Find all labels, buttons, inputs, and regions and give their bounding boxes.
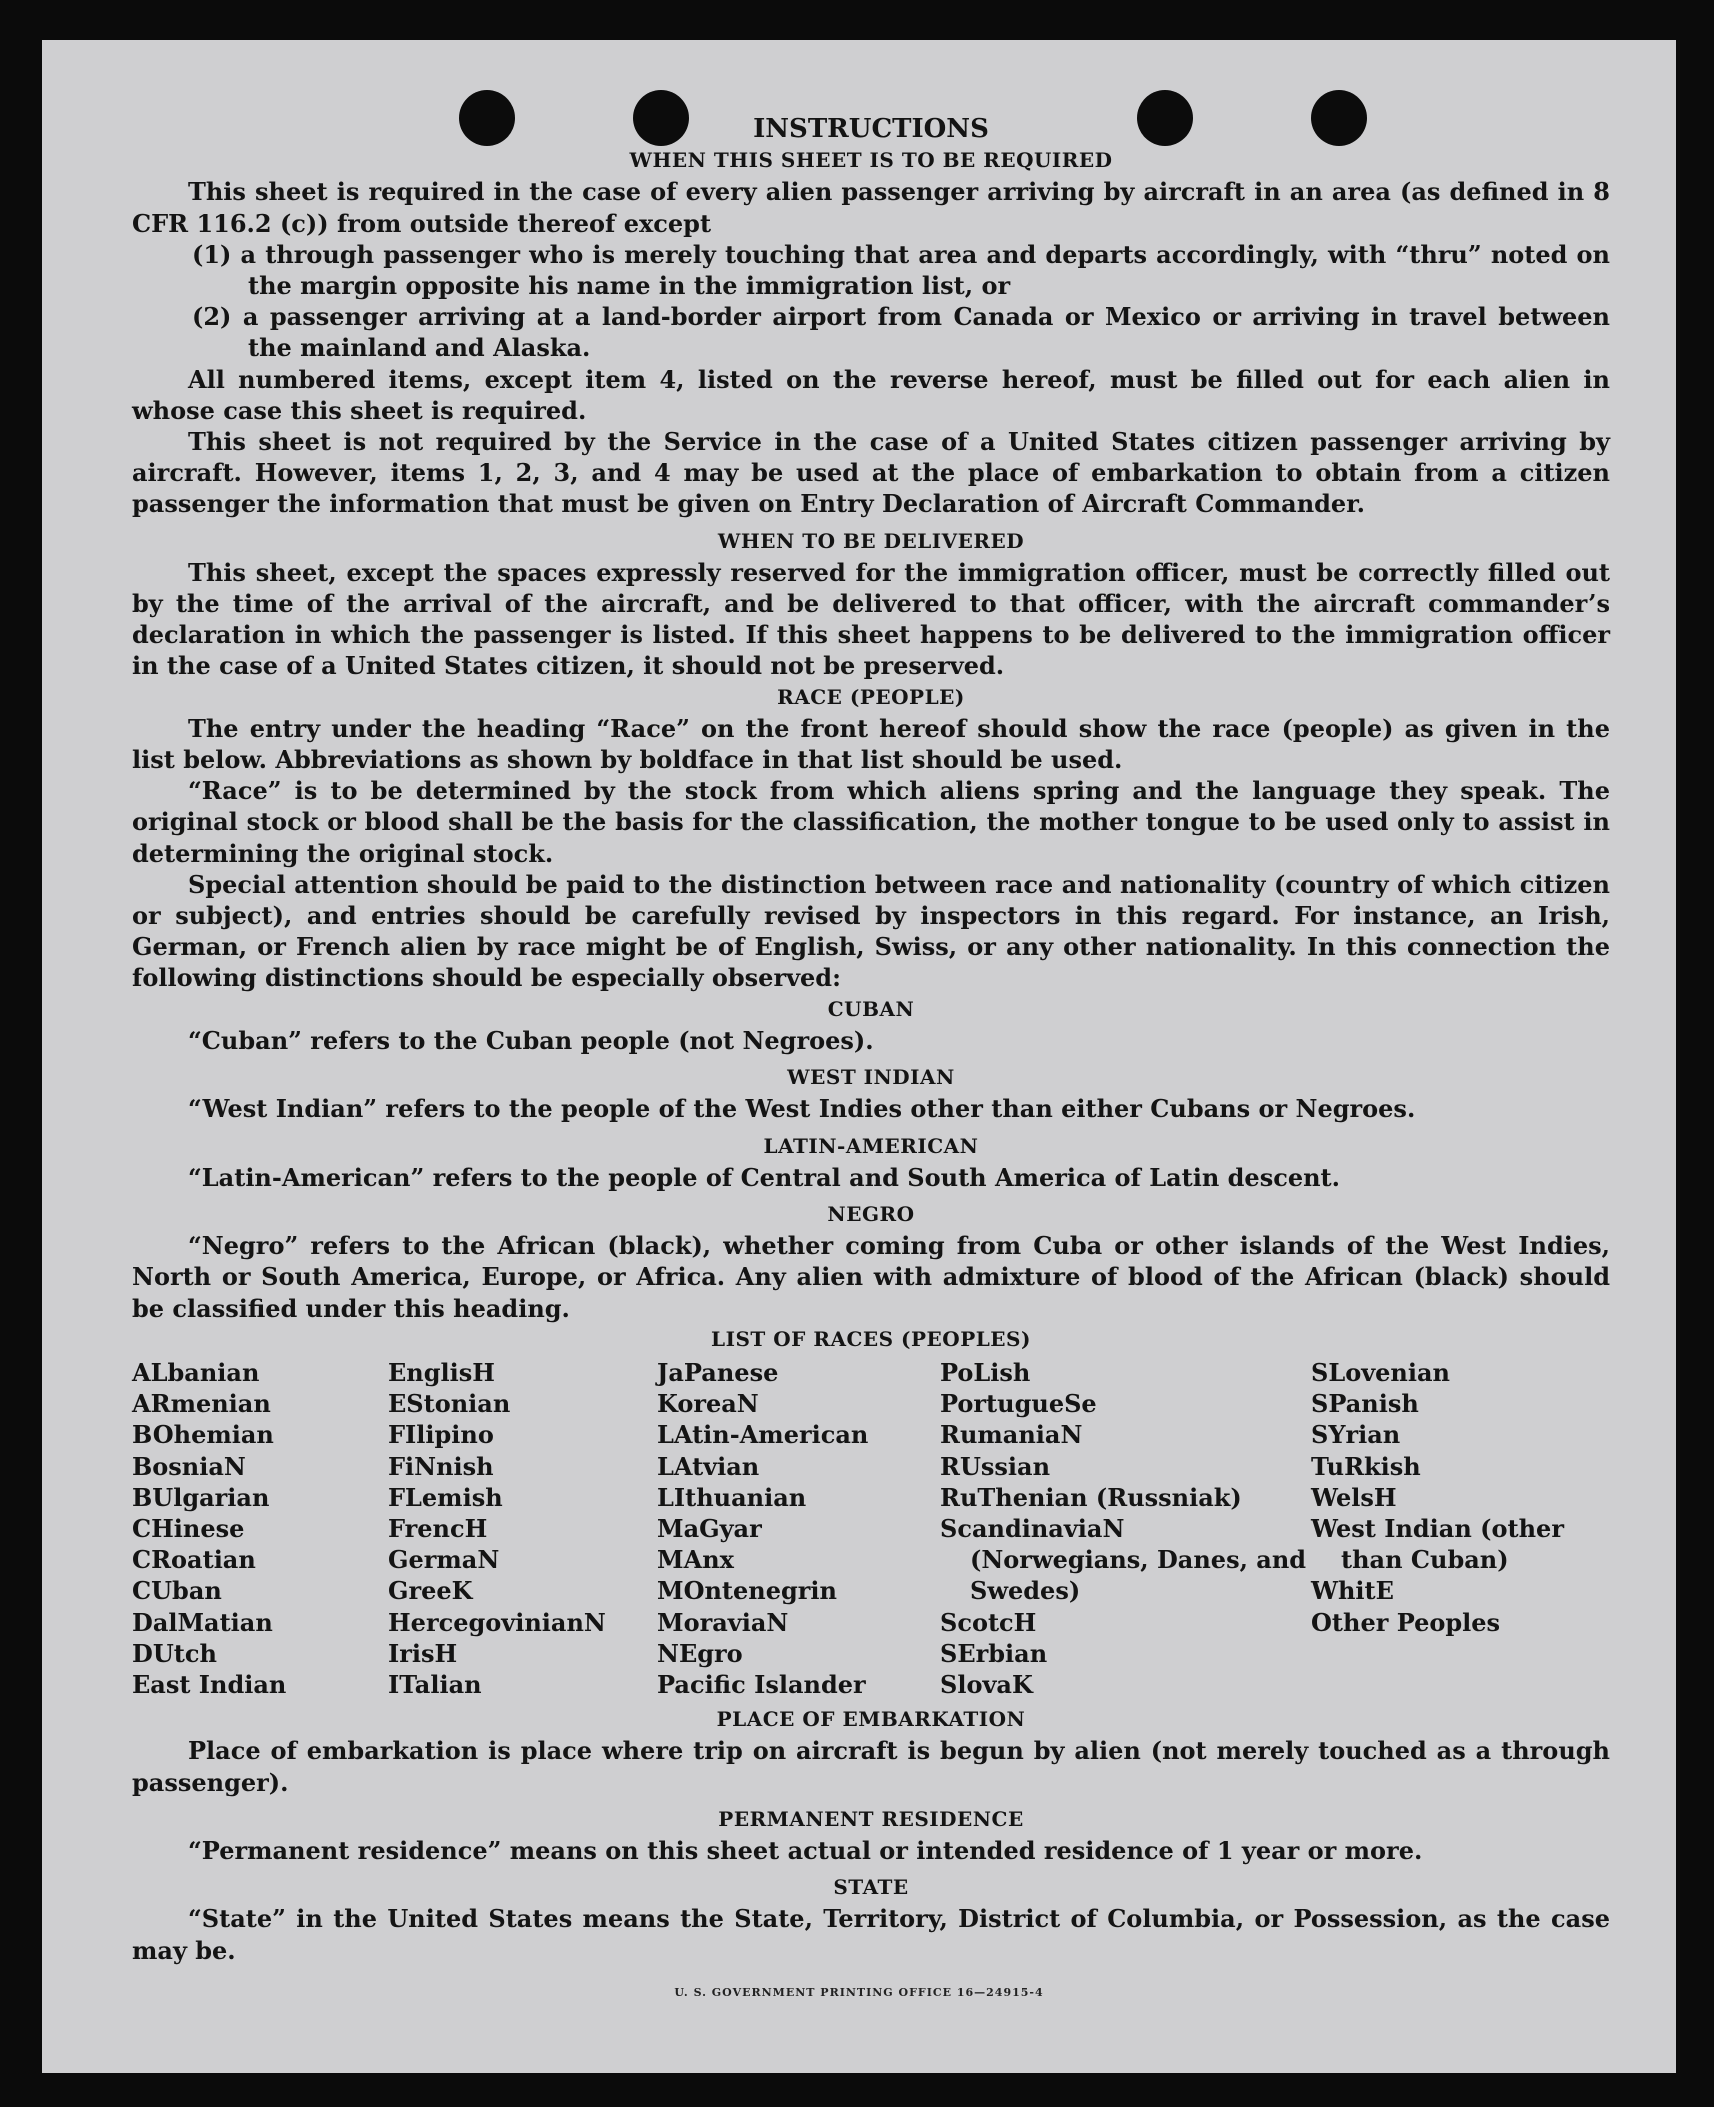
race-column-2: [388, 1357, 657, 1700]
race-item: Pacific Islander: [657, 1669, 866, 1699]
heading-cuban: CUBAN: [827, 996, 915, 1021]
race-item: CUban: [132, 1576, 222, 1606]
race-item: SYrian: [1311, 1420, 1401, 1450]
race-item: SPanish: [1311, 1389, 1419, 1419]
race-item: ScandinaviaN (Norwegians, Danes, and Swedes): [940, 1513, 1307, 1606]
race-item: MoraviaN: [657, 1607, 789, 1637]
race-item: KoreaN: [657, 1389, 759, 1419]
race-item: HercegovinianN: [388, 1607, 606, 1637]
race-column-5: [1311, 1357, 1610, 1700]
heading-race: RACE (PEOPLE): [777, 684, 965, 709]
race-item: FLemish: [388, 1482, 503, 1512]
race-item: RuThenian (Russniak): [940, 1482, 1242, 1512]
race-item: LIthuanian: [657, 1482, 807, 1512]
heading-when-delivered: WHEN TO BE DELIVERED: [717, 528, 1025, 553]
race-item: WhitE: [1311, 1576, 1394, 1606]
race-item: LAtin-American: [657, 1420, 869, 1450]
race-item: Other Peoples: [1311, 1607, 1501, 1637]
race-item: DUtch: [132, 1638, 217, 1668]
race-item: EnglisH: [388, 1357, 495, 1387]
page-title: INSTRUCTIONS: [753, 114, 989, 144]
race-item: RumaniaN: [940, 1420, 1083, 1450]
race-item: PortugueSe: [940, 1389, 1097, 1419]
race-item: SLovenian: [1311, 1357, 1450, 1387]
definition-negro: “Negro” refers to the African (black), whether coming from Cuba or other islands of the West Indies, North or South America, Europe, or Africa. Any alien with admixture of blood of the African (black) should be classified under this heading.: [132, 1231, 1610, 1323]
race-item: NEgro: [657, 1638, 743, 1668]
race-item: MAnx: [657, 1545, 734, 1575]
paragraph-state: “State” in the United States means the State, Territory, District of Columbia, or Possession, as the case may be.: [132, 1904, 1610, 1965]
paragraph-residence: “Permanent residence” means on this sheet actual or intended residence of 1 year or more.: [188, 1835, 1423, 1865]
printer-imprint: U. S. GOVERNMENT PRINTING OFFICE 16—24915-4: [674, 1986, 1044, 1999]
paragraph-items: All numbered items, except item 4, listed on the reverse hereof, must be filled out for each alien in whose case this sheet is required.: [132, 364, 1610, 425]
paragraph-citizen: This sheet is not required by the Service in the case of a United States citizen passenger arriving by aircraft. However, items 1, 2, 3, and 4 may be used at the place of embarkation to obtain from a citizen passenger the information that must be given on Entry Declaration of Aircraft Commander.: [132, 427, 1610, 519]
heading-state: STATE: [833, 1875, 909, 1900]
race-item: EStonian: [388, 1389, 511, 1419]
paragraph-delivered: This sheet, except the spaces expressly reserved for the immigration officer, must be correctly filled out by the time of the arrival of the aircraft, and be delivered to that officer, with the aircraft commander’s declaration in which the passenger is listed. If this sheet happens to be delivered to the immigration officer in the case of a United States citizen, it should not be preserved.: [132, 557, 1610, 681]
exception-2: (2) a passenger arriving at a land-border airport from Canada or Mexico or arriving in travel between the mainland and Alaska.: [192, 302, 1610, 363]
race-column-4: [940, 1357, 1311, 1700]
race-item: SErbian: [940, 1638, 1048, 1668]
heading-when-required: WHEN THIS SHEET IS TO BE REQUIRED: [629, 148, 1113, 173]
race-item: FiNnish: [388, 1451, 494, 1481]
definition-latin-american: “Latin-American” refers to the people of Central and South America of Latin descent.: [188, 1162, 1340, 1192]
heading-negro: NEGRO: [827, 1201, 915, 1226]
race-item: GermaN: [388, 1545, 500, 1575]
race-item: PoLish: [940, 1357, 1031, 1387]
race-item: FIlipino: [388, 1420, 494, 1450]
paragraph-required: This sheet is required in the case of every alien passenger arriving by aircraft in an area (as defined in 8 CFR 116.2 (c)) from outside thereof except: [132, 177, 1610, 238]
race-item: MOntenegrin: [657, 1576, 837, 1606]
race-item: TuRkish: [1311, 1451, 1421, 1481]
race-item: DalMatian: [132, 1607, 273, 1637]
race-item: BOhemian: [132, 1420, 274, 1450]
race-column-3: [657, 1357, 940, 1700]
race-item: ALbanian: [132, 1357, 260, 1387]
race-item: BosniaN: [132, 1451, 246, 1481]
paragraph-race-3: Special attention should be paid to the distinction between race and nationality (country of which citizen or subject), and entries should be carefully revised by inspectors in this regard. For instance, an Irish, German, or French alien by race might be of English, Swiss, or any other nationality. In this connection the following distinctions should be especially observed:: [132, 869, 1610, 993]
race-item: WelsH: [1311, 1482, 1397, 1512]
race-item: East Indian: [132, 1669, 287, 1699]
exception-1: (1) a through passenger who is merely touching that area and departs accordingly, with “thru” noted on the margin opposite his name in the immigration list, or: [192, 239, 1610, 301]
race-item: LAtvian: [657, 1451, 760, 1481]
heading-west-indian: WEST INDIAN: [787, 1065, 955, 1090]
race-item: JaPanese: [657, 1357, 779, 1387]
document-page: [42, 40, 1676, 2073]
heading-permanent-residence: PERMANENT RESIDENCE: [718, 1806, 1024, 1831]
race-item: CHinese: [132, 1513, 245, 1543]
paragraph-embarkation: Place of embarkation is place where trip on aircraft is begun by alien (not merely touched as a through passenger).: [132, 1736, 1610, 1797]
race-item: GreeK: [388, 1576, 473, 1606]
heading-latin-american: LATIN-AMERICAN: [763, 1133, 979, 1158]
race-item: IrisH: [388, 1638, 458, 1668]
heading-list-of-races: LIST OF RACES (PEOPLES): [711, 1326, 1031, 1351]
definition-cuban: “Cuban” refers to the Cuban people (not Negroes).: [188, 1025, 874, 1055]
race-item: West Indian (other than Cuban): [1311, 1513, 1564, 1575]
race-item: FrencH: [388, 1513, 488, 1543]
paragraph-race-1: The entry under the heading “Race” on the front hereof should show the race (people) as given in the list below. Abbreviations as shown by boldface in that list should be used.: [132, 713, 1610, 775]
race-item: SlovaK: [940, 1669, 1033, 1699]
definition-west-indian: “West Indian” refers to the people of the West Indies other than either Cubans or Negroes.: [188, 1094, 1416, 1124]
race-item: ARmenian: [132, 1389, 271, 1419]
race-item: ScotcH: [940, 1607, 1037, 1637]
race-item: ITalian: [388, 1669, 482, 1699]
race-column-1: [132, 1357, 388, 1700]
instructions-body: [132, 114, 1610, 1966]
race-item: BUlgarian: [132, 1482, 270, 1512]
heading-place-of-embarkation: PLACE OF EMBARKATION: [716, 1707, 1026, 1732]
paragraph-race-2: “Race” is to be determined by the stock from which aliens spring and the language they speak. The original stock or blood shall be the basis for the classification, the mother tongue to be used only to assist in determining the original stock.: [132, 776, 1610, 868]
race-item: MaGyar: [657, 1513, 762, 1543]
race-list: [132, 1357, 1610, 1700]
race-item: CRoatian: [132, 1545, 256, 1575]
race-item: RUssian: [940, 1451, 1051, 1481]
